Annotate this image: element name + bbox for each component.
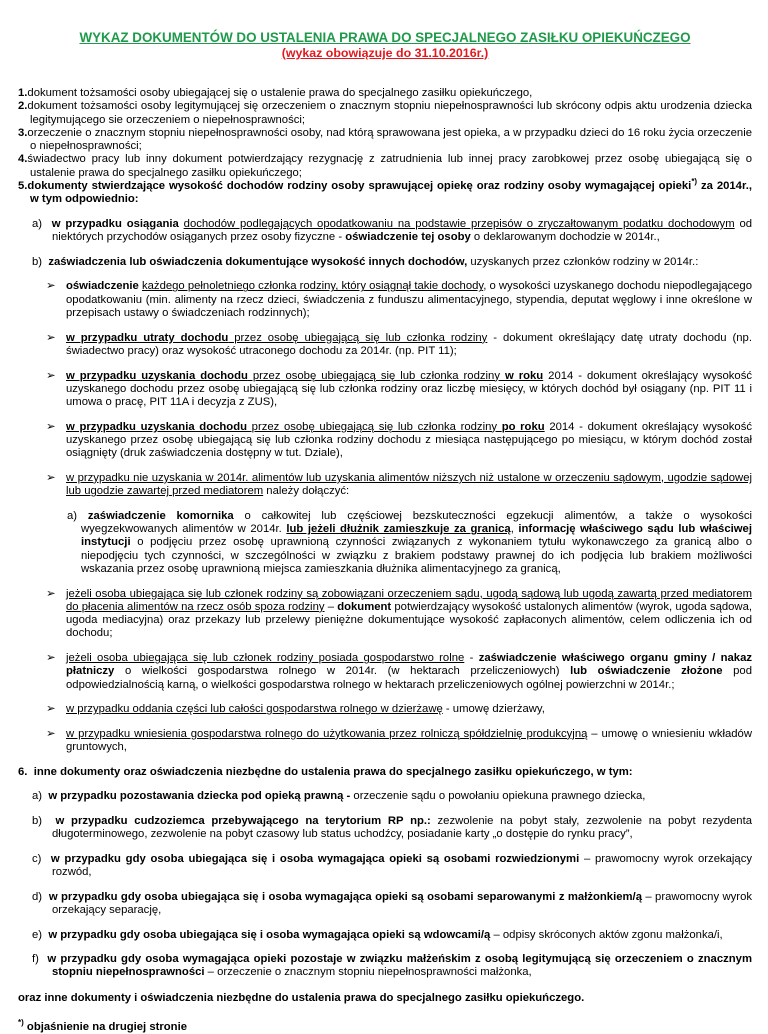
sub-text: od niektórych przychodów osiąganych przez osoby fizyczne -	[52, 217, 753, 244]
arrow-bullet-icon: ➢	[46, 703, 56, 716]
arrow-bullet-icon: ➢	[46, 369, 56, 382]
list-item-4	[18, 153, 752, 180]
sub-item-6c	[18, 853, 752, 880]
sub-marker: f)	[32, 953, 39, 966]
arrow-text-2: potwierdzający wysokość ustalonych alimentów (wyrok, ugoda sądowa, ugoda mediacyjna) oraz przekazy lub przelewy pieniężne dokumentujące wysokość zapłaconych alimentów, celem odliczenia ich od dochodu;	[66, 600, 753, 640]
list-item-3	[18, 127, 752, 154]
arrow-bold: w przypadku uzyskania dochodu	[66, 369, 248, 382]
arrow-bold: w przypadku utraty dochodu	[66, 331, 229, 344]
sub-marker: b)	[32, 814, 43, 827]
item-text-cont: za 2014r., w tym odpowiednio:	[30, 180, 753, 206]
arrow-text-3: pod odpowiedzialnością karną, o wielkości gospodarstwa rolnego w hektarach przeliczeniowych ogólnej powierzchni w 2014r.;	[66, 665, 752, 691]
sub-text: – prawomocny wyrok orzekający rozwód,	[52, 852, 753, 879]
arrow-item-4	[18, 421, 752, 461]
footnote-marker: *)	[18, 1018, 24, 1028]
sub-text-bold: w przypadku osiągania	[51, 217, 179, 230]
item-text: inne dokumenty oraz oświadczenia niezbędne do ustalenia prawa do specjalnego zasiłku opiekuńczego, w tym:	[33, 765, 633, 778]
item-number: 5.	[18, 180, 28, 193]
arrow-text: 2014 - dokument określający wysokość uzyskanego przez osobę ubiegającą się lub członka rodziny dochodu z miesiąca następującego po miesiącu, w którym dochód został osiągnięty (druk zaświadczenia dostępny w tut. Dziale),	[66, 420, 753, 460]
list-item-6	[18, 766, 752, 779]
arrow-text: - umowę dzierżawy,	[442, 703, 545, 716]
arrow-bullet-icon: ➢	[46, 280, 56, 293]
arrow-underlined: w przypadku wniesienia gospodarstwa rolnego do użytkowania przez rolniczą spółdzielnię produkcyjną	[66, 727, 588, 740]
arrow-underlined: w przypadku oddania części lub całości gospodarstwa rolnego w dzierżawę	[66, 703, 443, 716]
page-subtitle: (wykaz obowiązuje do 31.10.2016r.)	[281, 46, 489, 60]
sub-marker: a)	[32, 217, 43, 230]
sub-item-6f	[18, 953, 752, 980]
arrow-bold-2: lub oświadczenie złożone	[570, 665, 723, 678]
arrow-item-3	[18, 370, 752, 410]
sub-text: uzyskanych przez członków rodziny w 2014r.:	[467, 255, 699, 268]
page-title: WYKAZ DOKUMENTÓW DO USTALENIA PRAWA DO SPECJALNEGO ZASIŁKU OPIEKUŃCZEGO	[79, 30, 691, 45]
arrow-text-2: o wielkości gospodarstwa rolnego w 2014r. (w hektarach przeliczeniowych)	[114, 665, 571, 678]
sub-text-bold: w przypadku pozostawania dziecka pod opieką prawną -	[48, 790, 351, 803]
arrow-underlined: każdego pełnoletniego członka rodziny, który osiągnął takie dochody	[141, 280, 484, 293]
arrow-item-1	[18, 280, 752, 320]
sub-item-6e	[18, 929, 752, 942]
sub-marker: a)	[32, 790, 43, 803]
arrow-text: 2014 - dokument określający wysokość uzyskanego dochodu przez osobę ubiegającą się lub członka rodziny oraz liczbę miesięcy, w których dochód był osiągany (np. PIT 11 i umowa o pracę, PIT 11A i decyzja z ZUS),	[66, 369, 753, 409]
item-text: świadectwo pracy lub inny dokument potwierdzający rezygnację z zatrudnienia lub innej pracy zarobkowej przez osobę ubiegającą się o ustalenie prawa do specjalnego zasiłku opiekuńczego;	[27, 153, 752, 179]
arrow-bullet-icon: ➢	[46, 420, 56, 433]
list-item-5	[18, 177, 753, 207]
arrow-bullet-icon: ➢	[46, 331, 56, 344]
sub-text: orzeczenie sądu o powołaniu opiekuna prawnego dziecka,	[350, 790, 646, 803]
arrow-item-7	[18, 652, 752, 692]
sub-text-bold: w przypadku cudzoziemca przebywającego na terytorium RP np.:	[55, 814, 431, 827]
sub-text-bold: w przypadku gdy osoba ubiegająca się i osoba wymagająca opieki są osobami separowanymi z małżonkiem/ą	[48, 890, 642, 903]
arrow-bullet-icon: ➢	[46, 652, 56, 665]
deep-underlined: lub jeżeli dłużnik zamieszkuje za granicą	[286, 523, 511, 536]
sub-text: – prawomocny wyrok orzekający separację,	[52, 890, 752, 916]
sub-text-bold: zaświadczenia lub oświadczenia dokumentujące wysokość innych dochodów,	[48, 255, 468, 268]
sub-text-bold: w przypadku gdy osoba ubiegająca się i osoba wymagająca opieki są osobami rozwiedzionymi	[50, 852, 580, 865]
footnote-marker: *)	[691, 177, 698, 187]
arrow-bold: oświadczenie	[66, 280, 139, 293]
sub-text-bold-2: oświadczenie tej osoby	[345, 231, 471, 244]
sub-marker: d)	[32, 890, 43, 903]
sub-item-6b	[18, 815, 752, 842]
arrow-item-6	[18, 588, 752, 641]
item-number: 4.	[18, 153, 28, 166]
sub-item-6d	[18, 891, 752, 918]
deep-text-3: o podjęciu przez osobę uprawnioną czynności związanych z wykonaniem tytułu wykonawczego za granicą albo o niepodjęciu tych czynności, w szczególności w związku z brakiem podstawy prawnej do ich podjęcia lub brakiem możliwości wskazania przez osobę uprawnioną miejsca zamieszkania dłużnika alimentacyjnego za granicą,	[81, 536, 752, 575]
arrow-underlined: przez osobę ubiegającą się lub członka rodziny	[247, 369, 505, 382]
item-text: dokument tożsamości osoby legitymującej się orzeczeniem o znacznym stopniu niepełnosprawności lub skrócony odpis aktu urodzenia dziecka legitymującego sie orzeczeniem o niepełnosprawności;	[27, 100, 752, 126]
sub-text: – orzeczenie o znacznym stopniu niepełnosprawności małżonka,	[204, 966, 532, 979]
arrow-bold: zaświadczenie właściwego organu gminy / nakaz płatniczy	[66, 652, 753, 678]
footnote-text: objaśnienie na drugiej stronie	[23, 1021, 187, 1034]
sub-text: – odpisy skróconych aktów zgonu małżonka/i,	[490, 928, 723, 941]
deep-bold: zaświadczenie komornika	[87, 509, 234, 522]
arrow-text: należy dołączyć:	[263, 485, 350, 498]
arrow-bold-2: po roku	[501, 420, 545, 433]
closing-statement: oraz inne dokumenty i oświadczenia niezbędne do ustalenia prawa do specjalnego zasiłku opiekuńczego.	[18, 991, 585, 1004]
footnote	[18, 1018, 752, 1034]
list-item-2	[18, 100, 752, 127]
arrow-underlined: przez osobę ubiegającą się lub członka rodziny	[228, 331, 488, 344]
arrow-text: , o wysokości uzyskanego dochodu niepodlegającego opodatkowaniu (min. alimenty na rzecz dzieci, świadczenia z funduszu alimentacyjnego, stypendia, deputat węglowy i inne określone w przepisach ustawy o świadczeniach rodzinnych);	[66, 280, 753, 320]
arrow-item-8	[18, 703, 752, 716]
sub-marker: c)	[32, 852, 42, 865]
arrow-item-2	[18, 332, 752, 359]
item-number: 6.	[18, 765, 28, 778]
sub-item-5a	[18, 218, 752, 245]
sub-text-2: o deklarowanym dochodzie w 2014r.,	[470, 231, 660, 244]
deep-text: o całkowitej lub częściowej bezskuteczności egzekucji alimentów, a także o wysokości wyegzekwowanych alimentów w 2014r.	[81, 509, 753, 536]
deep-bold-2: informację właściwego sądu lub właściwej instytucji	[81, 523, 752, 549]
arrow-bullet-icon: ➢	[46, 471, 56, 484]
sub-text-bold: w przypadku gdy osoba ubiegająca się i osoba wymagająca opieki są wdowcami/ą	[48, 928, 491, 941]
sub-item-5b	[18, 256, 752, 269]
sub-text-underlined: dochodów podlegających opodatkowaniu na podstawie przepisów o zryczałtowanym podatku dochodowym	[183, 217, 735, 230]
arrow-bold: dokument	[337, 600, 392, 613]
arrow-text: - dokument określający datę utraty dochodu (np. świadectwo pracy) oraz wysokość utraconego dochodu za 2014r. (np. PIT 11);	[66, 331, 752, 357]
sub-text: zezwolenie na pobyt stały, zezwolenie na pobyt rezydenta długoterminowego, zezwolenie na pobyt czasowy lub status uchodźcy, posiadanie karty „o dostępie do rynku pracy”,	[52, 814, 753, 841]
item-text: dokument tożsamości osoby ubiegającej się o ustalenie prawa do specjalnego zasiłku opiekuńczego,	[27, 87, 533, 99]
arrow-underlined: przez osobę ubiegającą się lub członka rodziny	[247, 420, 502, 433]
arrow-text: –	[324, 600, 338, 613]
item-text: dokumenty stwierdzające wysokość dochodów rodziny osoby sprawującej opiekę oraz rodziny osoby wymagającej opieki	[27, 180, 692, 193]
arrow-text: – umowę o wniesieniu wkładów gruntowych,	[66, 727, 752, 754]
arrow-item-9	[18, 728, 752, 755]
item-text: orzeczenie o znacznym stopniu niepełnosprawności osoby, nad którą sprawowana jest opieka, a w przypadku dzieci do 16 roku życia orzeczenie o niepełnosprawności;	[27, 126, 752, 153]
sub-item-6a	[18, 790, 752, 803]
arrow-text: -	[464, 652, 479, 665]
deep-item-a	[18, 510, 752, 576]
item-number: 3.	[18, 126, 28, 139]
arrow-underlined: jeżeli osoba ubiegająca się lub członek rodziny posiada gospodarstwo rolne	[66, 652, 465, 665]
item-number: 1.	[18, 87, 28, 99]
arrow-bold-2: w roku	[504, 369, 544, 382]
item-number: 2.	[18, 100, 28, 113]
deep-text-2: ,	[510, 523, 519, 536]
sub-marker: e)	[32, 928, 43, 941]
sub-marker: a)	[67, 509, 78, 522]
arrow-underlined: jeżeli osoba ubiegająca się lub członek rodziny są zobowiązani orzeczeniem sądu, ugodą sądową lub ugodą zawartą przed mediatorem do płacenia alimentów na rzecz osób spoza rodziny	[66, 587, 752, 613]
list-item-1	[18, 87, 752, 100]
arrow-item-5	[18, 472, 752, 499]
sub-marker: b)	[32, 255, 43, 268]
arrow-bold: w przypadku uzyskania dochodu	[66, 420, 247, 433]
sub-text-bold: w przypadku gdy osoba wymagająca opieki pozostaje w związku małżeńskim z osobą legitymującą się orzeczeniem o znacznym stopniu niepełnosprawności	[47, 953, 752, 979]
arrow-underlined: w przypadku nie uzyskania w 2014r. alimentów lub uzyskania alimentów niższych niż ustalone w orzeczeniu sądowym, ugodzie sądowej lub ugodzie zawartej przed mediatorem	[66, 471, 752, 498]
arrow-bullet-icon: ➢	[46, 727, 56, 740]
arrow-bullet-icon: ➢	[46, 587, 56, 600]
